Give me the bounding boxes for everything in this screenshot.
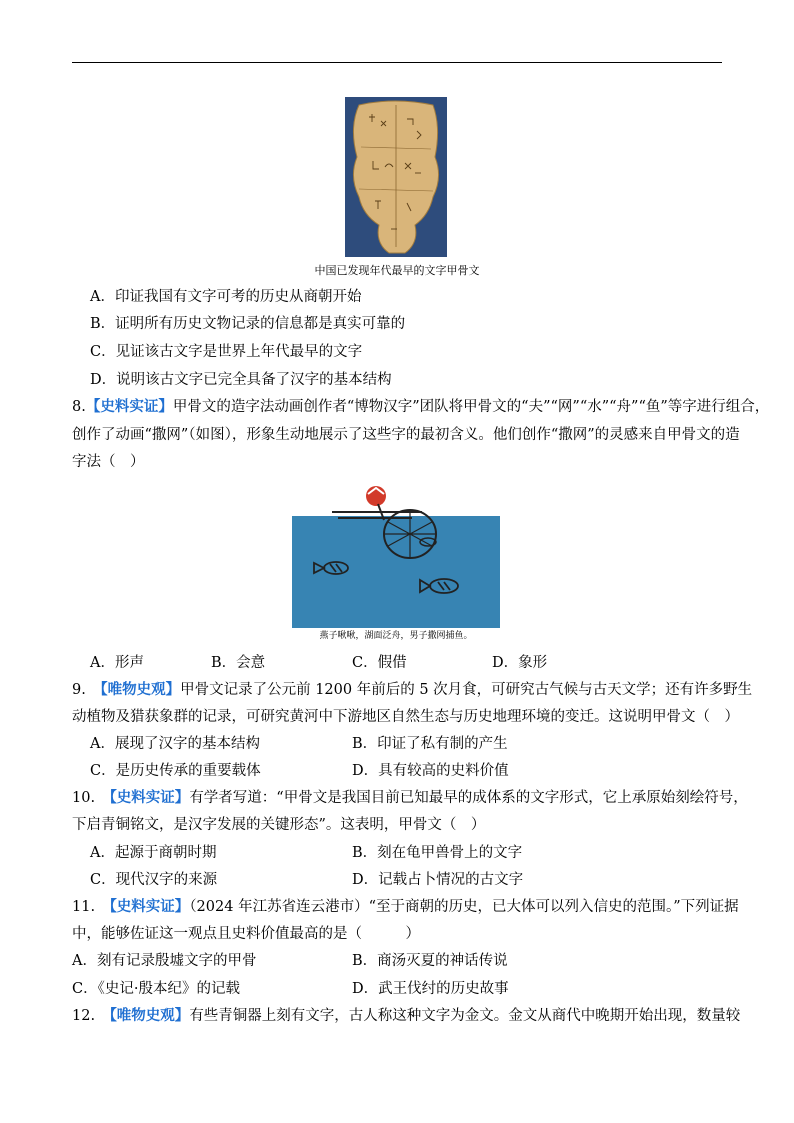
header-rule: [72, 62, 722, 63]
q11-text1: （2024 年江苏省连云港市）“至于商朝的历史，已大体可以列入信史的范围。”下列证据: [189, 899, 739, 915]
q11-tag: 【史料实证】: [109, 898, 190, 915]
q9-option-c: C．是历史传承的重要载体: [90, 763, 261, 779]
q7-option-a: A．印证我国有文字可考的历史从商朝开始: [90, 289, 362, 305]
q9-tag: 【唯物史观】: [100, 681, 181, 698]
q11-line1: [72, 897, 739, 917]
q10-line2: 下启青铜铭文，是汉字发展的关键形态”。这表明，甲骨文（ ）: [72, 817, 486, 833]
q12-tag: 【唯物史观】: [109, 1007, 190, 1024]
q7-option-b: B．证明所有历史文物记录的信息都是真实可靠的: [90, 316, 406, 332]
q11-option-b: B．商汤灭夏的神话传说: [352, 953, 508, 969]
q9-option-b: B．印证了私有制的产生: [352, 736, 508, 752]
q11-option-c: C．《史记·殷本纪》的记载: [72, 981, 240, 997]
q10-number: 10.: [72, 790, 96, 806]
q9-option-a: A．展现了汉字的基本结构: [90, 736, 260, 752]
q12-line1: [72, 1006, 740, 1026]
q9-line2: 动植物及猎获象群的记录，可研究黄河中下游地区自然生态与历史地理环境的变迁。这说明甲骨文（ ）: [72, 709, 739, 725]
figure2-caption: 燕子啾啾，湖面泛舟，男子撒网捕鱼。: [319, 631, 473, 641]
q11-line2: 中，能够佐证这一观点且史料价值最高的是（ ）: [72, 926, 420, 942]
q8-line1: [72, 397, 769, 417]
q9-option-d: D．具有较高的史料价值: [352, 763, 509, 779]
q8-tag: 【史料实证】: [85, 398, 173, 415]
q8-number: 8.: [72, 399, 86, 415]
q10-option-b: B．刻在龟甲兽骨上的文字: [352, 845, 523, 861]
q12-number: 12.: [72, 1008, 96, 1024]
q7-option-c: C．见证该古文字是世界上年代最早的文字: [90, 344, 363, 360]
q11-option-d: D．武王伐纣的历史故事: [352, 981, 509, 997]
q8-line3: 字法（ ）: [72, 454, 145, 470]
q9-number: 9.: [72, 682, 86, 698]
q9-line1: [72, 680, 752, 700]
q10-option-c: C．现代汉字的来源: [90, 872, 218, 888]
q12-text1: 有些青铜器上刻有文字，古人称这种文字为金文。金文从商代中晚期开始出现，数量较: [189, 1008, 741, 1024]
q8-text1: 甲骨文的造字法动画创作者“博物汉字”团队将甲骨文的“夫”“网”“水”“舟”“鱼”等字进行组合，: [172, 399, 770, 415]
q10-text1: 有学者写道：“甲骨文是我国目前已知最早的成体系的文字形式，它上承原始刻绘符号，: [189, 790, 748, 806]
figure1-caption: 中国已发现年代最早的文字甲骨文: [314, 264, 480, 277]
q10-line1: [72, 788, 748, 808]
q10-option-d: D．记载占卜情况的古文字: [352, 872, 524, 888]
q9-text1: 甲骨文记录了公元前 1200 年前后的 5 次月食，可研究古气候与古天文学；还有许多野生: [180, 682, 753, 698]
q8-option-a: A．形声: [90, 655, 144, 671]
q11-option-a: A．刻有记录殷墟文字的甲骨: [72, 953, 257, 969]
q10-option-a: A．起源于商朝时期: [90, 845, 217, 861]
q8-option-d: D．象形: [492, 655, 548, 671]
q8-option-b: B．会意: [211, 655, 266, 671]
q8-option-c: C．假借: [352, 655, 407, 671]
oracle-bone-image: [345, 97, 447, 257]
casting-net-image: [292, 482, 500, 644]
q11-number: 11.: [72, 899, 96, 915]
q10-tag: 【史料实证】: [109, 789, 190, 806]
q7-option-d: D．说明该古文字已完全具备了汉字的基本结构: [90, 372, 392, 388]
q8-line2: 创作了动画“撒网”（如图），形象生动地展示了这些字的最初含义。他们创作“撒网”的灵感来自甲骨文的造: [72, 427, 740, 443]
